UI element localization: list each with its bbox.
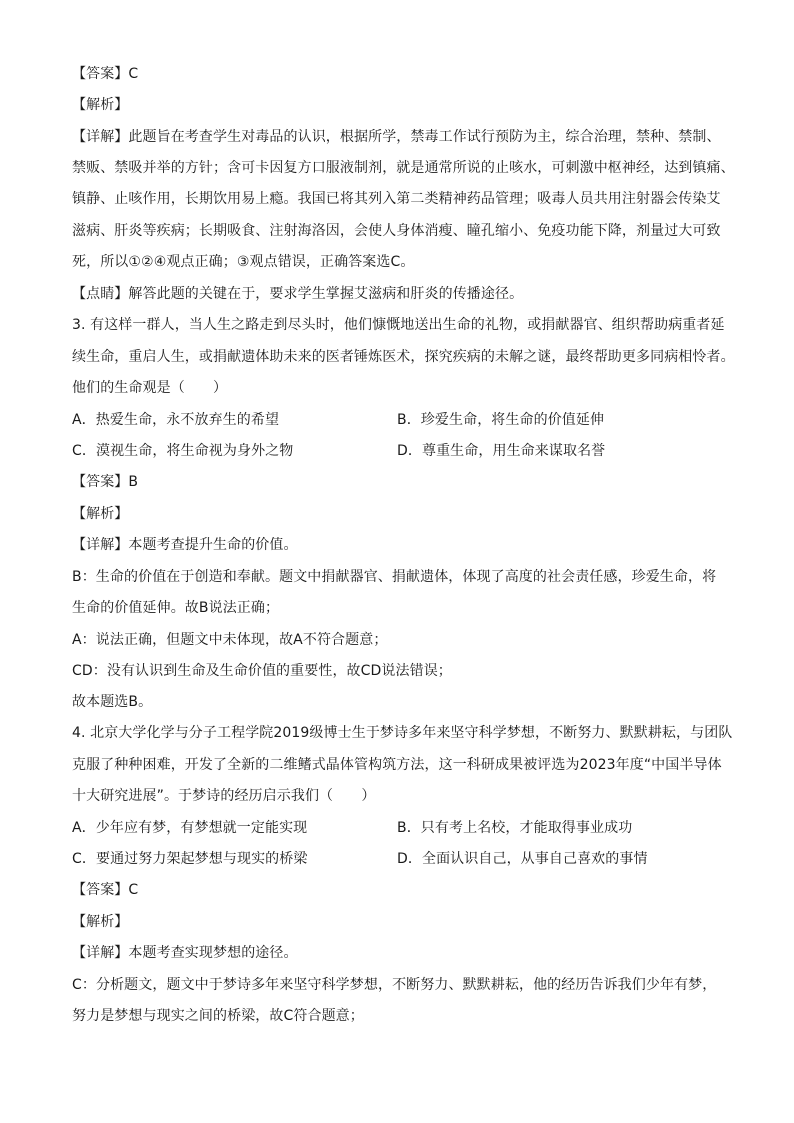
q2-analysis-label: 【解析】 (72, 97, 129, 113)
q2-tip: 【点睛】解答此题的关键在于，要求学生掌握艾滋病和肝炎的传播途径。 (72, 286, 524, 302)
q3-stem-line: 3. 有这样一群人，当人生之路走到尽头时，他们慷慨地送出生命的礼物，或捐献器官、组织帮助病重者延 (72, 317, 725, 333)
q3-option-c: C．漠视生命，将生命视为身外之物 (72, 443, 294, 459)
q4-analysis-label: 【解析】 (72, 914, 129, 930)
q4-option-c: C．要通过努力架起梦想与现实的桥梁 (72, 851, 308, 867)
q4-stem-line: 克服了种种困难，开发了全新的二维鳍式晶体管构筑方法，这一科研成果被评选为2023年度“中国半导体 (72, 757, 722, 773)
q4-option-d: D．全面认识自己，从事自己喜欢的事情 (397, 851, 648, 867)
q2-detail-line: 死，所以①②④观点正确；③观点错误，正确答案选C。 (72, 254, 415, 270)
q3-detail-line: 【详解】本题考查提升生命的价值。 (72, 537, 298, 553)
q4-option-b: B．只有考上名校，才能取得事业成功 (397, 820, 633, 836)
q3-stem-line: 他们的生命观是（ ） (72, 380, 228, 396)
q3-detail-line: A：说法正确，但题文中未体现，故A不符合题意； (72, 632, 388, 648)
q4-stem-line: 4. 北京大学化学与分子工程学院2019级博士生于梦诗多年来坚守科学梦想，不断努力、默默耕耘，与团队 (72, 725, 733, 741)
q4-answer: 【答案】C (72, 882, 139, 898)
q3-option-b: B．珍爱生命，将生命的价值延伸 (397, 412, 605, 428)
q3-detail-line: B：生命的价值在于创造和奉献。题文中捐献器官、捐献遗体，体现了高度的社会责任感，珍爱生命，将 (72, 569, 717, 585)
q3-analysis-label: 【解析】 (72, 506, 129, 522)
q2-detail-line: 禁贩、禁吸并举的方针；含可卡因复方口服液制剂，就是通常所说的止咳水，可刺激中枢神经，达到镇痛、 (72, 160, 735, 176)
q4-detail-line: 【详解】本题考查实现梦想的途径。 (72, 945, 298, 961)
q4-detail-line: C：分析题文，题文中于梦诗多年来坚守科学梦想，不断努力、默默耕耘，他的经历告诉我们少年有梦， (72, 977, 717, 993)
q2-answer: 【答案】C (72, 66, 139, 82)
q3-option-a: A．热爱生命，永不放弃生的希望 (72, 412, 280, 428)
q2-detail-line: 【详解】此题旨在考查学生对毒品的认识，根据所学，禁毒工作试行预防为主，综合治理，禁种、禁制、 (72, 129, 721, 145)
q3-detail-line: 故本题选B。 (72, 694, 153, 710)
q2-detail-line: 滋病、肝炎等疾病；长期吸食、注射海洛因，会使人身体消瘦、瞳孔缩小、免疫功能下降，剂量过大可致 (72, 223, 721, 239)
q3-stem-line: 续生命，重启人生，或捐献遗体助未来的医者锤炼医术，探究疾病的未解之谜，最终帮助更多同病相怜者。 (72, 349, 735, 365)
q3-detail-line: CD：没有认识到生命及生命价值的重要性，故CD说法错误； (72, 663, 452, 679)
q3-detail-line: 生命的价值延伸。故B说法正确； (72, 600, 280, 616)
q2-detail-line: 镇静、止咳作用，长期饮用易上瘾。我国已将其列入第二类精神药品管理；吸毒人员共用注射器会传染艾 (72, 191, 721, 207)
q3-option-d: D．尊重生命，用生命来谋取名誉 (397, 443, 606, 459)
q4-detail-line: 努力是梦想与现实之间的桥梁，故C符合题意； (72, 1008, 364, 1024)
q4-stem-line: 十大研究进展”。于梦诗的经历启示我们（ ） (72, 788, 376, 804)
q3-answer: 【答案】B (72, 474, 139, 490)
q4-option-a: A．少年应有梦，有梦想就一定能实现 (72, 820, 308, 836)
